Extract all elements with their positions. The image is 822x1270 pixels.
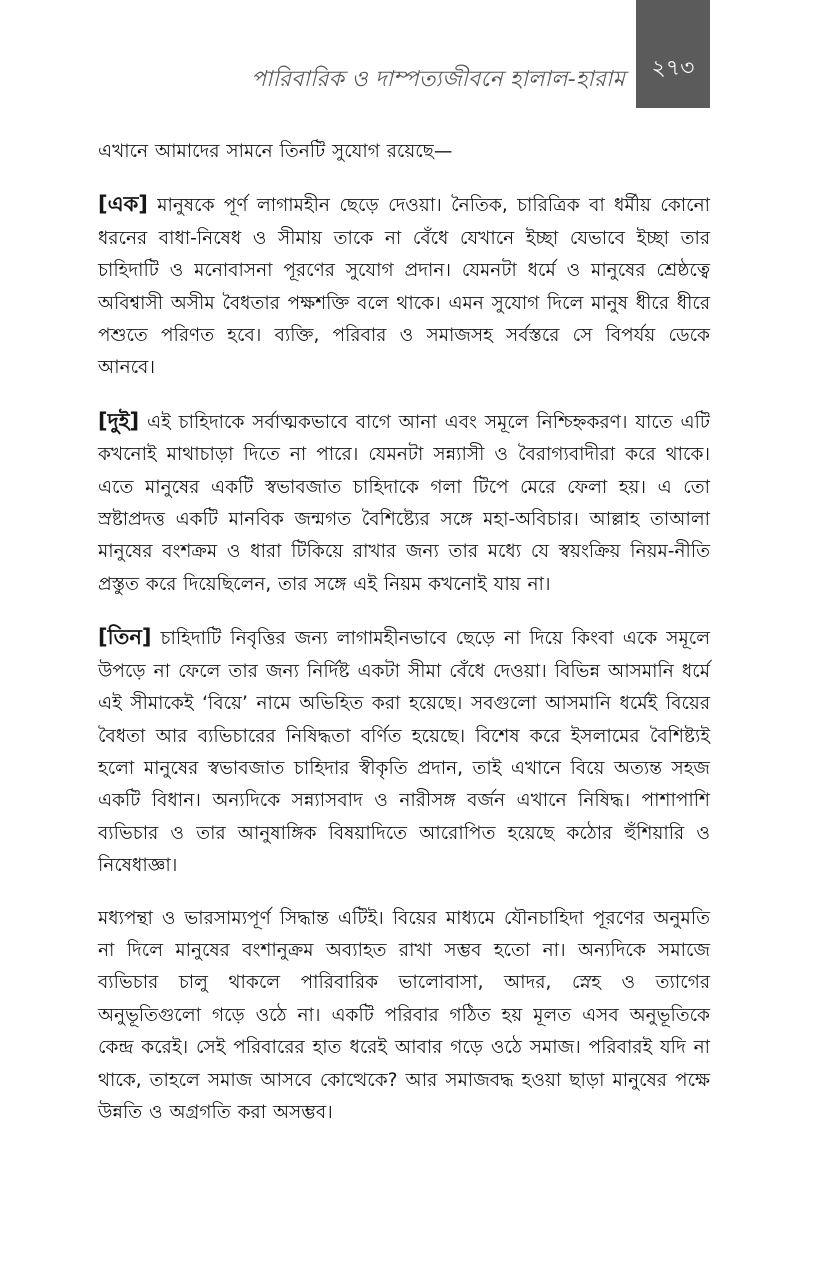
page-number: ২৭৩ (651, 56, 695, 81)
conclusion-paragraph: মধ্যপন্থা ও ভারসাম্যপূর্ণ সিদ্ধান্ত এটিই। বিয়ের মাধ্যমে যৌনচাহিদা পূরণের অনুমতি না দিলে মানুষের বংশানুক্রম অব্যাহত রাখা সম্ভব হতো না। অন্যদিকে সমাজে ব্যভিচার চালু থাকলে পারিবারিক ভালোবাসা, আদর, স্নেহ ও ত্যাগের অনুভূতিগুলো গড়ে ওঠে না। একটি পরিবার গঠিত হয় মূলত এসব অনুভূতিকে কেন্দ্র করেই। সেই পরিবারের হাত ধরেই আবার গড়ে ওঠে সমাজ। পরিবারই যদি না থাকে, তাহলে সমাজ আসবে কোত্থেকে? আর সমাজবদ্ধ হওয়া ছাড়া মানুষের পক্ষে উন্নতি ও অগ্রগতি করা অসম্ভব। (98, 907, 710, 1123)
page-body (98, 136, 710, 1129)
option-one-text: মানুষকে পূর্ণ লাগামহীন ছেড়ে দেওয়া। নৈতিক, চারিত্রিক বা ধর্মীয় কোনো ধরনের বাধা-নিষেধ ও সীমায় তাকে না বেঁধে যেখানে ইচ্ছা যেভাবে ইচ্ছা তার চাহিদাটি ও মনোবাসনা পূরণের সুযোগ প্রদান। যেমনটা ধর্মে ও মানুষের শ্রেষ্ঠত্বে অবিশ্বাসী অসীম বৈধতার পক্ষশক্তি বলে থাকে। এমন সুযোগ দিলে মানুষ ধীরে ধীরে পশুতে পরিণত হবে। ব্যক্তি, পরিবার ও সমাজসহ সর্বস্তরে সে বিপর্যয় ডেকে আনবে। (98, 195, 711, 379)
option-two-label: [দুই] (98, 408, 140, 433)
option-one-label: [এক] (98, 192, 148, 217)
option-three-label: [তিন] (98, 625, 152, 650)
running-header (0, 0, 822, 108)
page-number-box (636, 0, 710, 108)
intro-paragraph: এখানে আমাদের সামনে তিনটি সুযোগ রয়েছে— (98, 141, 453, 162)
option-three-text: চাহিদাটি নিবৃত্তির জন্য লাগামহীনভাবে ছেড়ে না দিয়ে কিংবা একে সমূলে উপড়ে না ফেলে তার জন্য নির্দিষ্ট একটা সীমা বেঁধে দেওয়া। বিভিন্ন আসমানি ধর্মে এই সীমাকেই ‘বিয়ে’ নামে অভিহিত করা হয়েছে। সবগুলো আসমানি ধর্মেই বিয়ের বৈধতা আর ব্যভিচারের নিষিদ্ধতা বর্ণিত হয়েছে। বিশেষ করে ইসলামের বৈশিষ্ট্যই হলো মানুষের স্বভাবজাত চাহিদার স্বীকৃতি প্রদান, তাই এখানে বিয়ে অত্যন্ত সহজ একটি বিধান। অন্যদিকে সন্ন্যাসবাদ ও নারীসঙ্গ বর্জন এখানে নিষিদ্ধ। পাশাপাশি ব্যভিচার ও তার আনুষাঙ্গিক বিষয়াদিতে আরোপিত হয়েছে কঠোর হুঁশিয়ারি ও নিষেধাজ্ঞা। (98, 628, 710, 877)
option-two-text: এই চাহিদাকে সর্বাত্মকভাবে বাগে আনা এবং সমূলে নিশ্চিহ্নকরণ। যাতে এটি কখনোই মাথাচাড়া দিতে না পারে। যেমনটা সন্ন্যাসী ও বৈরাগ্যবাদীরা করে থাকে। এতে মানুষের একটি স্বভাবজাত চাহিদাকে গলা টিপে মেরে ফেলা হয়। এ তো স্রষ্টাপ্রদত্ত একটি মানবিক জন্মগত বৈশিষ্ট্যের সঙ্গে মহা-অবিচার। আল্লাহ তাআলা মানুষের বংশক্রম ও ধারা টিকিয়ে রাখার জন্য তার মধ্যে যে স্বয়ংক্রিয় নিয়ম-নীতি প্রস্তুত করে দিয়েছিলেন, তার সঙ্গে এই নিয়ম কখনোই যায় না। (98, 411, 710, 595)
option-one-paragraph (98, 188, 710, 384)
option-three-paragraph (98, 621, 710, 882)
header-title: পারিবারিক ও দাম্পত্যজীবনে হালাল-হারাম (251, 67, 625, 92)
option-two-paragraph (98, 405, 710, 601)
